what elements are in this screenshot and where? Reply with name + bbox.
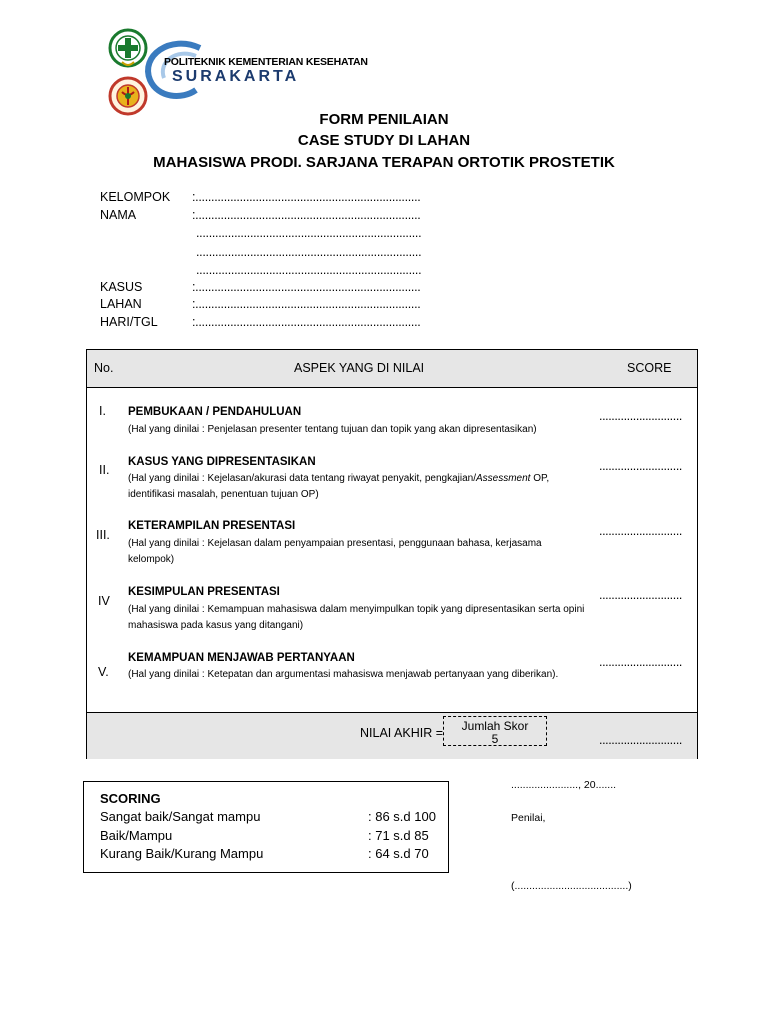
final-score-field[interactable]: ...........................: [599, 733, 682, 747]
kasus-field[interactable]: :.......................................................................: [192, 280, 421, 294]
item-description: (Hal yang dinilai : Kejelasan/akurasi data tentang riwayat penyakit, pengkajian/Assessment OP, identifikasi masalah, penentuan tujuan OP): [128, 473, 550, 500]
form-subtitle: CASE STUDY DI LAHAN: [297, 132, 471, 149]
column-header-no: No.: [94, 361, 114, 375]
score-field[interactable]: ...........................: [599, 409, 682, 423]
item-number: V.: [98, 665, 109, 679]
scoring-row-label: Baik/Mampu: [100, 828, 173, 843]
score-field[interactable]: ...........................: [599, 655, 682, 669]
column-header-score: SCORE: [627, 361, 672, 375]
item-description: (Hal yang dinilai : Kemampuan mahasiswa dalam menyimpulkan topik yang dipresentasikan serta opini mahasiswa pada kasus yang ditangani): [128, 604, 585, 631]
scoring-row-label: Kurang Baik/Kurang Mampu: [100, 846, 264, 861]
scoring-row-range: : 64 s.d 70: [368, 846, 429, 861]
kelompok-field[interactable]: :.......................................................................: [192, 190, 421, 204]
nama-field-line-2[interactable]: .......................................................................: [196, 226, 422, 240]
item-description: (Hal yang dinilai : Kejelasan dalam penyampaian presentasi, penggunaan bahasa, kerjasama kelompok): [128, 538, 542, 565]
item-number: III.: [96, 528, 110, 542]
kasus-label: KASUS: [100, 280, 143, 294]
item-title: KEMAMPUAN MENJAWAB PERTANYAAN: [128, 652, 355, 664]
institution-city: SURAKARTA: [172, 68, 300, 85]
institution-name: POLITEKNIK KEMENTERIAN KESEHATAN: [164, 56, 368, 68]
hari-tgl-field[interactable]: :.......................................................................: [192, 315, 421, 329]
form-title: FORM PENILAIAN: [319, 111, 449, 128]
item-number: II.: [99, 463, 110, 477]
formula-denominator: 5: [491, 732, 499, 746]
scoring-row-label: Sangat baik/Sangat mampu: [100, 809, 261, 824]
penilai-name-field[interactable]: (.......................................): [511, 880, 632, 892]
nama-field-line-3[interactable]: .......................................................................: [196, 245, 422, 259]
scoring-row-range: : 86 s.d 100: [368, 809, 436, 824]
hari-tgl-label: HARI/TGL: [100, 315, 158, 329]
signature-date-field[interactable]: ......................., 20.......: [511, 779, 617, 791]
score-field[interactable]: ...........................: [599, 524, 682, 538]
nama-label: NAMA: [100, 208, 137, 222]
scoring-row-range: : 71 s.d 85: [368, 828, 429, 843]
final-score-label: NILAI AKHIR =: [360, 726, 444, 740]
final-score-formula: [443, 716, 547, 746]
item-description: (Hal yang dinilai : Penjelasan presenter tentang tujuan dan topik yang akan dipresentasikan): [128, 424, 537, 435]
score-field[interactable]: ...........................: [599, 588, 682, 602]
lahan-field[interactable]: :.......................................................................: [192, 297, 421, 311]
item-number: I.: [99, 404, 106, 418]
score-field[interactable]: ...........................: [599, 459, 682, 473]
kelompok-label: KELOMPOK: [100, 190, 171, 204]
nama-field[interactable]: :.......................................................................: [192, 208, 421, 222]
column-header-aspek: ASPEK YANG DI NILAI: [294, 361, 425, 375]
penilai-label: Penilai,: [511, 812, 546, 824]
form-program: MAHASISWA PRODI. SARJANA TERAPAN ORTOTIK PROSTETIK: [153, 154, 615, 171]
item-title: PEMBUKAAN / PENDAHULUAN: [128, 406, 302, 418]
item-description: (Hal yang dinilai : Ketepatan dan argumentasi mahasiswa menjawab pertanyaan yang diberikan).: [128, 669, 559, 680]
item-title: KASUS YANG DIPRESENTASIKAN: [128, 456, 316, 468]
item-title: KESIMPULAN PRESENTASI: [128, 586, 280, 598]
item-number: IV: [98, 594, 110, 608]
scoring-title: SCORING: [100, 791, 161, 806]
nama-field-line-4[interactable]: .......................................................................: [196, 263, 422, 277]
formula-numerator: Jumlah Skor: [461, 719, 529, 733]
lahan-label: LAHAN: [100, 297, 142, 311]
item-title: KETERAMPILAN PRESENTASI: [128, 520, 296, 532]
table-header: [87, 350, 697, 388]
